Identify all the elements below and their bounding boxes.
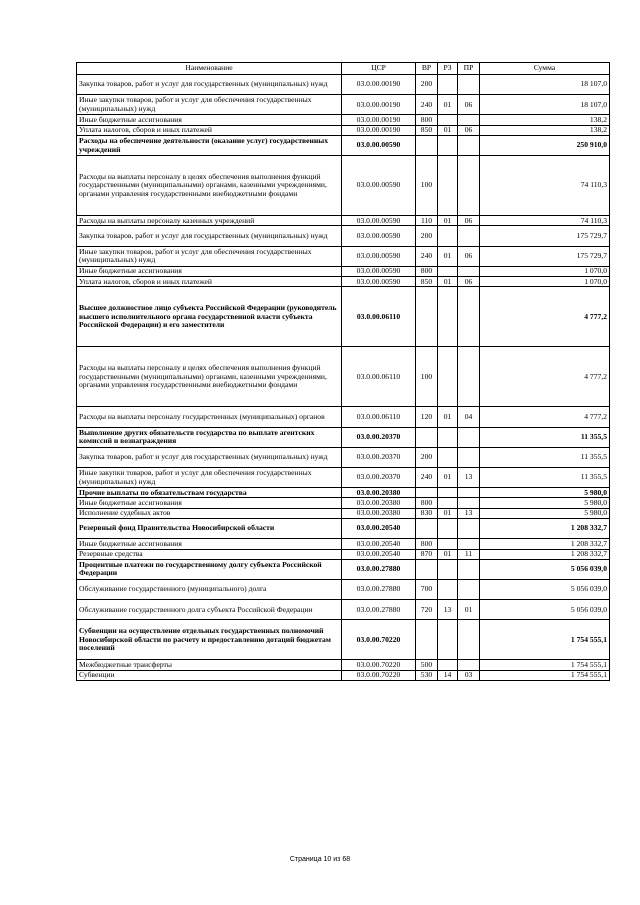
cell-pr: 13 <box>458 508 480 518</box>
cell-pr: 11 <box>458 549 480 559</box>
cell-vr: 800 <box>416 498 438 508</box>
cell-vr: 240 <box>416 246 438 266</box>
cell-rz <box>438 498 458 508</box>
table-row <box>77 539 610 549</box>
cell-sum: 18 107,0 <box>480 75 610 95</box>
cell-rz: 01 <box>438 407 458 427</box>
cell-pr <box>458 115 480 125</box>
cell-name: Расходы на выплаты персоналу казенных учреждений <box>77 216 342 226</box>
table-row <box>77 135 610 155</box>
cell-sum: 11 355,5 <box>480 447 610 467</box>
cell-rz <box>438 447 458 467</box>
cell-sum: 1 070,0 <box>480 277 610 287</box>
table-row <box>77 246 610 266</box>
cell-pr: 06 <box>458 216 480 226</box>
cell-csr: 03.0.00.20540 <box>342 519 416 539</box>
cell-name: Прочие выплаты по обязательствам государства <box>77 488 342 498</box>
cell-vr <box>416 287 438 347</box>
cell-name: Иные закупки товаров, работ и услуг для обеспечения государственных (муниципальных) нужд <box>77 95 342 115</box>
table-header <box>77 63 610 75</box>
cell-sum: 5 056 039,0 <box>480 600 610 620</box>
table-row <box>77 287 610 347</box>
cell-name: Закупка товаров, работ и услуг для государственных (муниципальных) нужд <box>77 226 342 246</box>
table-row <box>77 508 610 518</box>
cell-pr: 06 <box>458 246 480 266</box>
cell-name: Процентные платежи по государственному долгу субъекта Российской Федерации <box>77 559 342 579</box>
table-row <box>77 488 610 498</box>
cell-name: Закупка товаров, работ и услуг для государственных (муниципальных) нужд <box>77 447 342 467</box>
table-row <box>77 75 610 95</box>
header-vr: ВР <box>416 63 438 75</box>
cell-pr <box>458 135 480 155</box>
cell-pr <box>458 660 480 670</box>
cell-vr: 870 <box>416 549 438 559</box>
cell-rz <box>438 266 458 276</box>
cell-rz <box>438 539 458 549</box>
cell-pr: 03 <box>458 670 480 680</box>
cell-rz <box>438 559 458 579</box>
cell-sum: 4 777,2 <box>480 347 610 407</box>
cell-sum: 175 729,7 <box>480 226 610 246</box>
cell-pr <box>458 447 480 467</box>
cell-pr <box>458 347 480 407</box>
cell-pr: 06 <box>458 125 480 135</box>
cell-rz: 14 <box>438 670 458 680</box>
cell-name: Субвенции <box>77 670 342 680</box>
table-row <box>77 580 610 600</box>
cell-pr <box>458 559 480 579</box>
cell-vr: 530 <box>416 670 438 680</box>
cell-vr: 110 <box>416 216 438 226</box>
cell-pr <box>458 620 480 660</box>
table-row <box>77 600 610 620</box>
cell-rz <box>438 115 458 125</box>
cell-csr: 03.0.00.00190 <box>342 75 416 95</box>
cell-name: Иные бюджетные ассигнования <box>77 539 342 549</box>
cell-vr: 200 <box>416 226 438 246</box>
table-row <box>77 347 610 407</box>
cell-csr: 03.0.00.00190 <box>342 115 416 125</box>
table-row <box>77 407 610 427</box>
cell-sum: 5 980,0 <box>480 498 610 508</box>
table-row <box>77 277 610 287</box>
cell-name: Иные закупки товаров, работ и услуг для обеспечения государственных (муниципальных) нужд <box>77 467 342 487</box>
cell-csr: 03.0.00.06110 <box>342 287 416 347</box>
cell-pr <box>458 580 480 600</box>
cell-csr: 03.0.00.00190 <box>342 95 416 115</box>
cell-rz: 01 <box>438 508 458 518</box>
cell-csr: 03.0.00.70220 <box>342 660 416 670</box>
table-row <box>77 467 610 487</box>
table-row <box>77 226 610 246</box>
cell-name: Иные бюджетные ассигнования <box>77 115 342 125</box>
cell-name: Иные бюджетные ассигнования <box>77 266 342 276</box>
cell-pr <box>458 539 480 549</box>
cell-name: Обслуживание государственного долга субъекта Российской Федерации <box>77 600 342 620</box>
table-row <box>77 660 610 670</box>
cell-sum: 11 355,5 <box>480 467 610 487</box>
table-row <box>77 156 610 216</box>
cell-vr <box>416 559 438 579</box>
cell-vr: 720 <box>416 600 438 620</box>
table-row <box>77 519 610 539</box>
cell-vr <box>416 519 438 539</box>
cell-name: Закупка товаров, работ и услуг для государственных (муниципальных) нужд <box>77 75 342 95</box>
cell-sum: 18 107,0 <box>480 95 610 115</box>
cell-vr: 240 <box>416 95 438 115</box>
cell-sum: 74 110,3 <box>480 156 610 216</box>
cell-rz: 01 <box>438 549 458 559</box>
cell-sum: 1 070,0 <box>480 266 610 276</box>
cell-csr: 03.0.00.00590 <box>342 135 416 155</box>
header-pr: ПР <box>458 63 480 75</box>
table-row <box>77 95 610 115</box>
cell-pr <box>458 266 480 276</box>
cell-sum: 1 208 332,7 <box>480 549 610 559</box>
cell-pr: 01 <box>458 600 480 620</box>
cell-vr: 850 <box>416 125 438 135</box>
cell-sum: 5 980,0 <box>480 488 610 498</box>
cell-rz <box>438 427 458 447</box>
header-sum: Сумма <box>480 63 610 75</box>
cell-rz <box>438 660 458 670</box>
cell-rz <box>438 75 458 95</box>
cell-pr <box>458 156 480 216</box>
header-rz: РЗ <box>438 63 458 75</box>
cell-sum: 1 208 332,7 <box>480 519 610 539</box>
cell-vr <box>416 620 438 660</box>
cell-name: Расходы на выплаты персоналу государственных (муниципальных) органов <box>77 407 342 427</box>
cell-sum: 5 980,0 <box>480 508 610 518</box>
cell-rz <box>438 620 458 660</box>
cell-pr: 06 <box>458 95 480 115</box>
cell-sum: 1 754 555,1 <box>480 670 610 680</box>
table-row <box>77 427 610 447</box>
cell-pr: 13 <box>458 467 480 487</box>
cell-name: Исполнение судебных актов <box>77 508 342 518</box>
table-row <box>77 447 610 467</box>
cell-csr: 03.0.00.00590 <box>342 277 416 287</box>
cell-rz: 01 <box>438 467 458 487</box>
cell-csr: 03.0.00.00190 <box>342 125 416 135</box>
cell-csr: 03.0.00.20380 <box>342 488 416 498</box>
cell-name: Расходы на обеспечение деятельности (оказание услуг) государственных учреждений <box>77 135 342 155</box>
cell-sum: 11 355,5 <box>480 427 610 447</box>
cell-csr: 03.0.00.20370 <box>342 427 416 447</box>
cell-csr: 03.0.00.06110 <box>342 407 416 427</box>
cell-pr: 06 <box>458 277 480 287</box>
cell-vr: 120 <box>416 407 438 427</box>
cell-name: Субвенции на осуществление отдельных государственных полномочий Новосибирской области по расчету и предоставлению дотаций бюджетам поселений <box>77 620 342 660</box>
cell-rz <box>438 135 458 155</box>
cell-rz: 01 <box>438 95 458 115</box>
cell-rz <box>438 156 458 216</box>
cell-vr: 800 <box>416 115 438 125</box>
cell-name: Уплата налогов, сборов и иных платежей <box>77 277 342 287</box>
cell-vr: 200 <box>416 75 438 95</box>
cell-sum: 5 056 039,0 <box>480 580 610 600</box>
cell-csr: 03.0.00.20540 <box>342 539 416 549</box>
cell-csr: 03.0.00.00590 <box>342 266 416 276</box>
table-row <box>77 559 610 579</box>
cell-vr: 830 <box>416 508 438 518</box>
cell-csr: 03.0.00.20370 <box>342 467 416 487</box>
cell-vr: 800 <box>416 539 438 549</box>
cell-name: Выполнение других обязательств государства по выплате агентских комиссий и вознаграждения <box>77 427 342 447</box>
cell-pr <box>458 427 480 447</box>
cell-rz <box>438 519 458 539</box>
cell-sum: 138,2 <box>480 125 610 135</box>
cell-rz <box>438 287 458 347</box>
cell-csr: 03.0.00.27880 <box>342 600 416 620</box>
cell-csr: 03.0.00.06110 <box>342 347 416 407</box>
cell-pr <box>458 498 480 508</box>
cell-pr: 04 <box>458 407 480 427</box>
cell-name: Иные закупки товаров, работ и услуг для обеспечения государственных (муниципальных) нужд <box>77 246 342 266</box>
cell-csr: 03.0.00.00590 <box>342 246 416 266</box>
cell-rz: 13 <box>438 600 458 620</box>
cell-pr <box>458 519 480 539</box>
cell-sum: 175 729,7 <box>480 246 610 266</box>
cell-name: Обслуживание государственного (муниципального) долга <box>77 580 342 600</box>
cell-pr <box>458 226 480 246</box>
cell-pr <box>458 488 480 498</box>
cell-sum: 1 208 332,7 <box>480 539 610 549</box>
cell-name: Высшее должностное лицо субъекта Российской Федерации (руководитель высшего исполнительного органа государственной власти субъекта Российской Федерации) и его заместители <box>77 287 342 347</box>
cell-rz: 01 <box>438 277 458 287</box>
cell-name: Уплата налогов, сборов и иных платежей <box>77 125 342 135</box>
cell-vr <box>416 488 438 498</box>
page-footer: Страница 10 из 68 <box>289 856 351 863</box>
cell-name: Иные бюджетные ассигнования <box>77 498 342 508</box>
cell-rz: 01 <box>438 246 458 266</box>
cell-pr <box>458 75 480 95</box>
cell-vr: 100 <box>416 156 438 216</box>
cell-csr: 03.0.00.27880 <box>342 559 416 579</box>
cell-sum: 4 777,2 <box>480 407 610 427</box>
cell-vr: 850 <box>416 277 438 287</box>
cell-pr <box>458 287 480 347</box>
cell-vr: 500 <box>416 660 438 670</box>
cell-vr: 700 <box>416 580 438 600</box>
cell-csr: 03.0.00.00590 <box>342 216 416 226</box>
cell-rz <box>438 347 458 407</box>
cell-vr <box>416 135 438 155</box>
cell-vr <box>416 427 438 447</box>
cell-csr: 03.0.00.20380 <box>342 498 416 508</box>
header-name: Наименование <box>77 63 342 75</box>
cell-sum: 4 777,2 <box>480 287 610 347</box>
cell-name: Межбюджетные трансферты <box>77 660 342 670</box>
cell-vr: 240 <box>416 467 438 487</box>
cell-rz <box>438 226 458 246</box>
cell-name: Резервные средства <box>77 549 342 559</box>
cell-rz: 01 <box>438 216 458 226</box>
cell-name: Резервный фонд Правительства Новосибирской области <box>77 519 342 539</box>
cell-name: Расходы на выплаты персоналу в целях обеспечения выполнения функций государственными (муниципальными) органами, казенными учреждениями, органами управления государственными внебюджетными фондами <box>77 347 342 407</box>
cell-rz <box>438 488 458 498</box>
cell-sum: 138,2 <box>480 115 610 125</box>
table-row <box>77 125 610 135</box>
cell-vr: 100 <box>416 347 438 407</box>
table-body <box>77 75 610 681</box>
cell-sum: 1 754 555,1 <box>480 620 610 660</box>
table-row <box>77 670 610 680</box>
budget-table <box>76 62 610 681</box>
cell-csr: 03.0.00.00590 <box>342 156 416 216</box>
header-csr: ЦСР <box>342 63 416 75</box>
cell-sum: 5 056 039,0 <box>480 559 610 579</box>
table-row <box>77 620 610 660</box>
table-row <box>77 498 610 508</box>
table-row <box>77 549 610 559</box>
cell-csr: 03.0.00.27880 <box>342 580 416 600</box>
table-row <box>77 216 610 226</box>
cell-csr: 03.0.00.20370 <box>342 447 416 467</box>
cell-sum: 74 110,3 <box>480 216 610 226</box>
cell-csr: 03.0.00.70220 <box>342 620 416 660</box>
cell-sum: 1 754 555,1 <box>480 660 610 670</box>
cell-csr: 03.0.00.20380 <box>342 508 416 518</box>
cell-rz <box>438 580 458 600</box>
cell-csr: 03.0.00.20540 <box>342 549 416 559</box>
cell-name: Расходы на выплаты персоналу в целях обеспечения выполнения функций государственными (муниципальными) органами, казенными учреждениями, органами управления государственными внебюджетными фондами <box>77 156 342 216</box>
header-row <box>77 63 610 75</box>
table-row <box>77 266 610 276</box>
cell-csr: 03.0.00.70220 <box>342 670 416 680</box>
cell-csr: 03.0.00.00590 <box>342 226 416 246</box>
cell-vr: 200 <box>416 447 438 467</box>
cell-sum: 250 910,0 <box>480 135 610 155</box>
cell-rz: 01 <box>438 125 458 135</box>
table-row <box>77 115 610 125</box>
cell-vr: 800 <box>416 266 438 276</box>
